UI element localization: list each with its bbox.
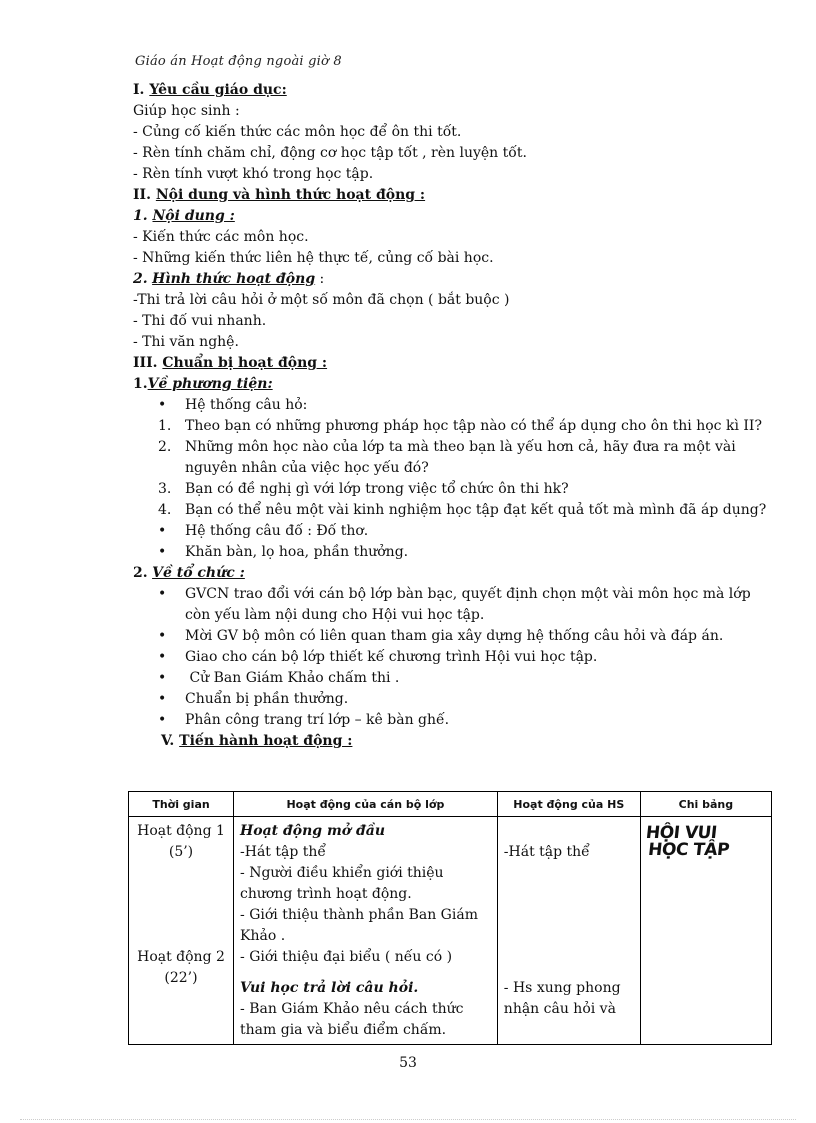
section-5-number: V. — [161, 733, 175, 749]
officer-activity-cell — [234, 817, 498, 1045]
section-1-title: Yêu cầu giáo dục: — [149, 82, 287, 98]
bullet-icon: • — [158, 586, 167, 602]
list-number: 1. — [158, 418, 172, 434]
list-item: 1. Theo bạn có những phương pháp học tập nào có thể áp dụng cho ôn thi học kì II? — [133, 416, 773, 437]
list-item: • GVCN trao đổi với cán bộ lớp bàn bạc, quyết định chọn một vài môn học mà lớp còn yếu làm nội dung cho Hội vui học tập. — [158, 586, 751, 623]
column-header-board: Chi bảng — [640, 792, 771, 817]
list-item: • Cử Ban Giám Khảo chấm thi . — [133, 668, 773, 689]
officer-line: - Giới thiệu đại biểu ( nếu có ) — [240, 949, 453, 965]
section-3-title: Chuẩn bị hoạt động : — [162, 355, 328, 371]
officer-line: -Hát tập thể — [240, 844, 327, 860]
section-2-sub1-line: - Những kiến thức liên hệ thực tế, củng cố bài học. — [133, 250, 494, 266]
section-3-sub2-number: 2. — [133, 565, 148, 581]
section-2-sub2-line: -Thi trả lời câu hỏi ở một số môn đã chọn ( bắt buộc ) — [133, 292, 510, 308]
section-2-sub2-colon: : — [315, 271, 325, 287]
section-2-sub2-title: Hình thức hoạt động — [152, 271, 316, 287]
bullet-icon: • — [158, 523, 167, 539]
list-item: • Hệ thống câu hỏ: — [133, 395, 773, 416]
quiz-activity-title: Vui học trả lời câu hỏi. — [240, 980, 419, 996]
activity-table-grid — [128, 791, 772, 1045]
section-2-sub2-number: 2. — [133, 271, 148, 287]
section-3-sub1-title: Về phương tiện: — [147, 376, 273, 392]
hoi-vui-hoc-tap-logo: HỘI VUI HỌC TẬP — [644, 823, 730, 860]
list-item: • Khăn bàn, lọ hoa, phần thưởng. — [133, 542, 773, 563]
section-2-sub1-title: Nội dung : — [152, 208, 235, 224]
bullet-icon: • — [158, 628, 167, 644]
activity-2-label: Hoạt động 2 — [137, 949, 225, 965]
page-header: Giáo án Hoạt động ngoài giờ 8 — [135, 54, 342, 69]
officer-line: - Giới thiệu thành phần Ban Giám Khảo . — [240, 907, 478, 944]
list-item: 2. Những môn học nào của lớp ta mà theo bạn là yếu hơn cả, hãy đưa ra một vài nguyên nhân của việc học yếu đó? — [158, 439, 736, 476]
bullet-icon: • — [158, 397, 167, 413]
activity-1-label: Hoạt động 1 — [137, 823, 225, 839]
list-number: 3. — [158, 481, 172, 497]
list-item: • Phân công trang trí lớp – kê bàn ghế. — [133, 710, 773, 731]
section-2-sub1-number: 1. — [133, 208, 148, 224]
opening-activity-title: Hoạt động mở đầu — [240, 823, 386, 839]
list-item: 3. Bạn có đề nghị gì với lớp trong việc tổ chức ôn thi hk? — [133, 479, 773, 500]
table-header-row — [129, 792, 772, 817]
officer-line: - Người điều khiển giới thiệu chương trình hoạt động. — [240, 865, 444, 902]
section-1-number: I. — [133, 82, 145, 98]
list-item: • Hệ thống câu đố : Đố thơ. — [133, 521, 773, 542]
bullet-icon: • — [158, 649, 167, 665]
section-3-heading — [133, 353, 773, 374]
section-5-heading — [133, 731, 773, 752]
student-line: -Hát tập thể — [503, 844, 590, 860]
activity-2-duration: (22’) — [164, 970, 198, 986]
list-number: 4. — [158, 502, 172, 518]
section-2-heading — [133, 185, 773, 206]
column-header-student-activity: Hoạt động của HS — [497, 792, 640, 817]
student-line: - Hs xung phong nhận câu hỏi và — [503, 980, 621, 1017]
list-item: • Mời GV bộ môn có liên quan tham gia xây dựng hệ thống câu hỏi và đáp án. — [133, 626, 773, 647]
section-3-sub1-number: 1. — [133, 376, 148, 392]
bullet-icon: • — [158, 670, 167, 686]
section-3-sub2-title: Về tổ chức : — [152, 565, 245, 581]
officer-line: - Ban Giám Khảo nêu cách thức tham gia và biểu điểm chấm. — [240, 1001, 464, 1038]
column-header-time: Thời gian — [129, 792, 234, 817]
section-1-heading — [133, 80, 773, 101]
section-2-sub1-heading — [133, 206, 773, 227]
activity-1-duration: (5’) — [168, 844, 194, 860]
section-2-sub2-heading — [133, 269, 773, 290]
section-2-sub1-line: - Kiến thức các môn học. — [133, 229, 309, 245]
list-item: • Giao cho cán bộ lớp thiết kế chương trình Hội vui học tập. — [133, 647, 773, 668]
section-2-number: II. — [133, 187, 151, 203]
section-2-sub2-line: - Thi văn nghệ. — [133, 334, 239, 350]
table-row — [129, 817, 772, 1045]
section-2-sub2-line: - Thi đố vui nhanh. — [133, 313, 267, 329]
activity-table — [128, 791, 772, 1045]
list-number: 2. — [158, 439, 172, 455]
section-2-title: Nội dung và hình thức hoạt động : — [155, 187, 426, 203]
board-cell — [640, 817, 771, 1045]
column-header-officer-activity: Hoạt động của cán bộ lớp — [234, 792, 498, 817]
page-number: 53 — [399, 1055, 417, 1071]
section-1-line: - Rèn tính vượt khó trong học tập. — [133, 166, 374, 182]
student-activity-cell — [497, 817, 640, 1045]
time-cell — [129, 817, 234, 1045]
section-3-sub2-heading — [133, 563, 773, 584]
bullet-icon: • — [158, 712, 167, 728]
list-item: 4. Bạn có thể nêu một vài kinh nghiệm học tập đạt kết quả tốt mà mình đã áp dụng? — [133, 500, 773, 521]
section-1-line: - Củng cố kiến thức các môn học để ôn thi tốt. — [133, 124, 462, 140]
document-body — [133, 80, 773, 752]
section-3-sub1-heading — [133, 374, 773, 395]
section-1-line: Giúp học sinh : — [133, 103, 240, 119]
bullet-icon: • — [158, 691, 167, 707]
section-1-line: - Rèn tính chăm chỉ, động cơ học tập tốt , rèn luyện tốt. — [133, 145, 527, 161]
bullet-icon: • — [158, 544, 167, 560]
section-3-number: III. — [133, 355, 158, 371]
list-item: • Chuẩn bị phần thưởng. — [133, 689, 773, 710]
section-5-title: Tiến hành hoạt động : — [179, 733, 353, 749]
page-bottom-divider — [20, 1119, 796, 1120]
